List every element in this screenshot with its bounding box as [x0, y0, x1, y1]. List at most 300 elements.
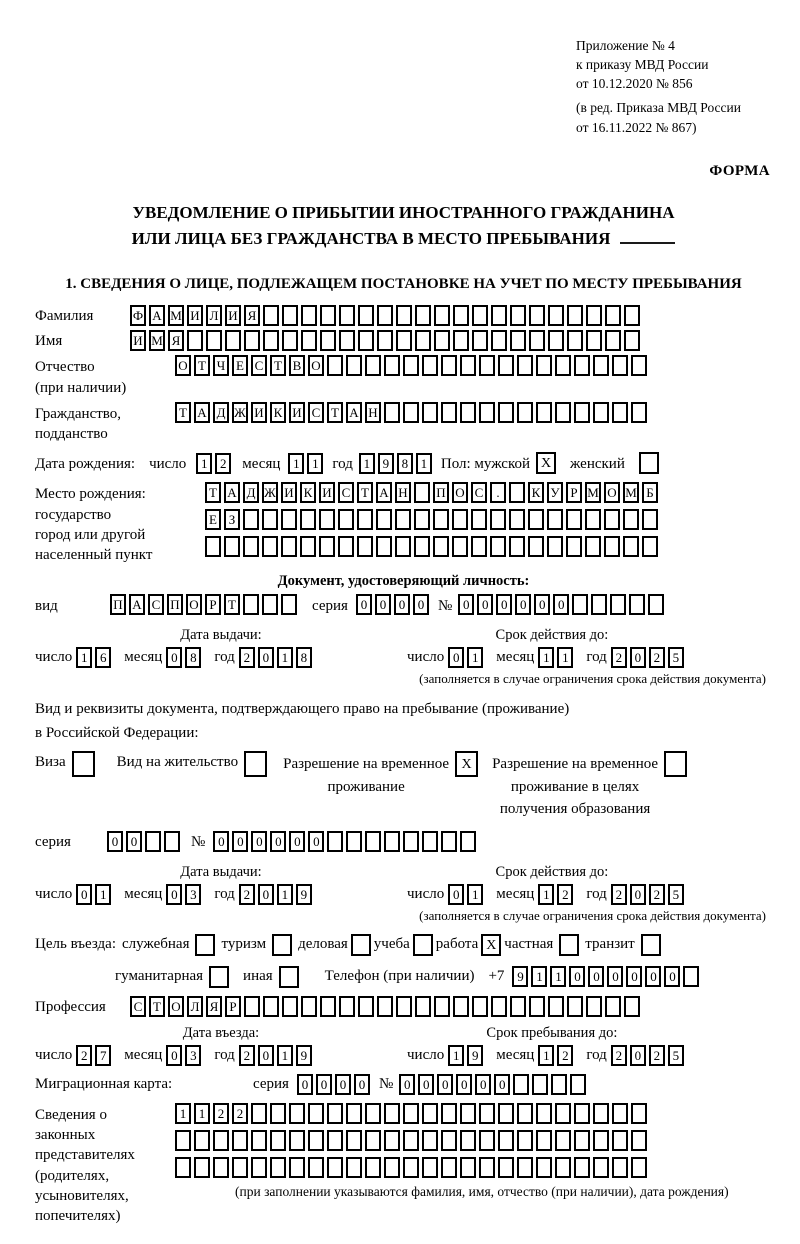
- char-cell[interactable]: [346, 355, 362, 376]
- char-cell[interactable]: [509, 509, 525, 530]
- char-cell[interactable]: 0: [354, 1074, 370, 1095]
- char-cell[interactable]: 2: [239, 647, 255, 668]
- char-cell[interactable]: 1: [175, 1103, 191, 1124]
- entry-day[interactable]: [76, 1045, 114, 1066]
- char-cell[interactable]: [365, 1130, 381, 1151]
- char-cell[interactable]: 0: [413, 594, 429, 615]
- char-cell[interactable]: 9: [296, 884, 312, 905]
- char-cell[interactable]: [433, 536, 449, 557]
- purpose-humanitarian-checkbox[interactable]: [209, 966, 229, 988]
- char-cell[interactable]: [263, 330, 279, 351]
- char-cell[interactable]: [479, 1157, 495, 1178]
- char-cell[interactable]: 0: [399, 1074, 415, 1095]
- char-cell[interactable]: [415, 996, 431, 1017]
- char-cell[interactable]: [339, 330, 355, 351]
- char-cell[interactable]: [490, 536, 506, 557]
- mig-series-cells[interactable]: [297, 1074, 373, 1095]
- char-cell[interactable]: [498, 355, 514, 376]
- char-cell[interactable]: [262, 536, 278, 557]
- char-cell[interactable]: [396, 330, 412, 351]
- char-cell[interactable]: [327, 355, 343, 376]
- char-cell[interactable]: 0: [437, 1074, 453, 1095]
- char-cell[interactable]: [528, 536, 544, 557]
- char-cell[interactable]: [623, 536, 639, 557]
- char-cell[interactable]: [414, 509, 430, 530]
- char-cell[interactable]: [243, 536, 259, 557]
- char-cell[interactable]: [623, 509, 639, 530]
- char-cell[interactable]: [593, 402, 609, 423]
- char-cell[interactable]: [604, 509, 620, 530]
- char-cell[interactable]: [555, 1157, 571, 1178]
- char-cell[interactable]: [510, 305, 526, 326]
- char-cell[interactable]: [206, 330, 222, 351]
- purpose-private-checkbox[interactable]: [559, 934, 579, 956]
- surname-cells[interactable]: [130, 305, 643, 326]
- char-cell[interactable]: А: [129, 594, 145, 615]
- char-cell[interactable]: [631, 402, 647, 423]
- stay-year[interactable]: [611, 1045, 687, 1066]
- char-cell[interactable]: [365, 1157, 381, 1178]
- char-cell[interactable]: 2: [611, 1045, 627, 1066]
- char-cell[interactable]: 9: [467, 1045, 483, 1066]
- char-cell[interactable]: [301, 996, 317, 1017]
- firstname-cells[interactable]: [130, 330, 643, 351]
- char-cell[interactable]: 5: [668, 647, 684, 668]
- char-cell[interactable]: Е: [205, 509, 221, 530]
- char-cell[interactable]: 1: [550, 966, 566, 987]
- stay-day[interactable]: [448, 1045, 486, 1066]
- char-cell[interactable]: П: [433, 482, 449, 503]
- char-cell[interactable]: [612, 355, 628, 376]
- char-cell[interactable]: 1: [194, 1103, 210, 1124]
- char-cell[interactable]: [376, 509, 392, 530]
- char-cell[interactable]: [384, 1157, 400, 1178]
- char-cell[interactable]: Н: [365, 402, 381, 423]
- char-cell[interactable]: [591, 594, 607, 615]
- char-cell[interactable]: [574, 402, 590, 423]
- char-cell[interactable]: [384, 402, 400, 423]
- char-cell[interactable]: 8: [296, 647, 312, 668]
- char-cell[interactable]: [403, 831, 419, 852]
- char-cell[interactable]: [612, 1103, 628, 1124]
- char-cell[interactable]: [498, 402, 514, 423]
- char-cell[interactable]: [320, 330, 336, 351]
- char-cell[interactable]: [513, 1074, 529, 1095]
- char-cell[interactable]: 2: [239, 1045, 255, 1066]
- char-cell[interactable]: [547, 509, 563, 530]
- char-cell[interactable]: [517, 402, 533, 423]
- char-cell[interactable]: [479, 355, 495, 376]
- char-cell[interactable]: [338, 509, 354, 530]
- char-cell[interactable]: [453, 330, 469, 351]
- char-cell[interactable]: [194, 1157, 210, 1178]
- char-cell[interactable]: [422, 1157, 438, 1178]
- char-cell[interactable]: [243, 509, 259, 530]
- char-cell[interactable]: [422, 402, 438, 423]
- doc-series-cells[interactable]: [356, 594, 432, 615]
- char-cell[interactable]: У: [547, 482, 563, 503]
- char-cell[interactable]: И: [130, 330, 146, 351]
- char-cell[interactable]: 1: [538, 647, 554, 668]
- char-cell[interactable]: [612, 1157, 628, 1178]
- char-cell[interactable]: [460, 355, 476, 376]
- birthplace-cells-row2[interactable]: [205, 509, 661, 530]
- char-cell[interactable]: 2: [213, 1103, 229, 1124]
- char-cell[interactable]: 1: [277, 647, 293, 668]
- char-cell[interactable]: [308, 1103, 324, 1124]
- char-cell[interactable]: [471, 509, 487, 530]
- char-cell[interactable]: [358, 330, 374, 351]
- char-cell[interactable]: [555, 1103, 571, 1124]
- char-cell[interactable]: [498, 1103, 514, 1124]
- char-cell[interactable]: Р: [566, 482, 582, 503]
- purpose-study-checkbox[interactable]: [413, 934, 433, 956]
- char-cell[interactable]: [453, 996, 469, 1017]
- char-cell[interactable]: [403, 1157, 419, 1178]
- doc-issue-month[interactable]: [166, 647, 204, 668]
- char-cell[interactable]: [642, 509, 658, 530]
- char-cell[interactable]: Р: [225, 996, 241, 1017]
- char-cell[interactable]: 0: [107, 831, 123, 852]
- char-cell[interactable]: [338, 536, 354, 557]
- char-cell[interactable]: [491, 996, 507, 1017]
- char-cell[interactable]: [384, 831, 400, 852]
- char-cell[interactable]: О: [186, 594, 202, 615]
- char-cell[interactable]: [232, 1130, 248, 1151]
- char-cell[interactable]: [327, 1103, 343, 1124]
- char-cell[interactable]: [517, 1157, 533, 1178]
- char-cell[interactable]: Т: [149, 996, 165, 1017]
- temp-permit-checkbox[interactable]: X: [455, 751, 478, 777]
- char-cell[interactable]: [536, 355, 552, 376]
- char-cell[interactable]: 1: [448, 1045, 464, 1066]
- char-cell[interactable]: [555, 402, 571, 423]
- char-cell[interactable]: [605, 305, 621, 326]
- char-cell[interactable]: [551, 1074, 567, 1095]
- char-cell[interactable]: 1: [557, 647, 573, 668]
- char-cell[interactable]: [263, 996, 279, 1017]
- char-cell[interactable]: [289, 1103, 305, 1124]
- char-cell[interactable]: 0: [356, 594, 372, 615]
- char-cell[interactable]: [377, 330, 393, 351]
- char-cell[interactable]: [605, 330, 621, 351]
- char-cell[interactable]: [262, 509, 278, 530]
- char-cell[interactable]: [498, 1130, 514, 1151]
- char-cell[interactable]: С: [148, 594, 164, 615]
- sex-female-checkbox[interactable]: [639, 452, 659, 474]
- char-cell[interactable]: [377, 305, 393, 326]
- char-cell[interactable]: [631, 1157, 647, 1178]
- char-cell[interactable]: 9: [378, 453, 394, 474]
- char-cell[interactable]: Я: [244, 305, 260, 326]
- char-cell[interactable]: 2: [649, 1045, 665, 1066]
- char-cell[interactable]: [377, 996, 393, 1017]
- char-cell[interactable]: 0: [316, 1074, 332, 1095]
- char-cell[interactable]: [244, 996, 260, 1017]
- char-cell[interactable]: [548, 305, 564, 326]
- char-cell[interactable]: 0: [626, 966, 642, 987]
- char-cell[interactable]: О: [175, 355, 191, 376]
- char-cell[interactable]: [567, 305, 583, 326]
- char-cell[interactable]: [327, 831, 343, 852]
- char-cell[interactable]: [415, 330, 431, 351]
- char-cell[interactable]: [384, 1103, 400, 1124]
- char-cell[interactable]: [460, 1103, 476, 1124]
- birth-month-cells[interactable]: [288, 453, 326, 474]
- char-cell[interactable]: И: [281, 482, 297, 503]
- char-cell[interactable]: [422, 1103, 438, 1124]
- char-cell[interactable]: 0: [375, 594, 391, 615]
- char-cell[interactable]: [453, 305, 469, 326]
- char-cell[interactable]: Т: [175, 402, 191, 423]
- char-cell[interactable]: 1: [531, 966, 547, 987]
- char-cell[interactable]: 1: [95, 884, 111, 905]
- char-cell[interactable]: [572, 594, 588, 615]
- char-cell[interactable]: [251, 1130, 267, 1151]
- char-cell[interactable]: [624, 996, 640, 1017]
- char-cell[interactable]: С: [338, 482, 354, 503]
- purpose-transit-checkbox[interactable]: [641, 934, 661, 956]
- char-cell[interactable]: [414, 536, 430, 557]
- char-cell[interactable]: [612, 1130, 628, 1151]
- char-cell[interactable]: 0: [448, 884, 464, 905]
- char-cell[interactable]: 0: [607, 966, 623, 987]
- char-cell[interactable]: [251, 1103, 267, 1124]
- char-cell[interactable]: М: [168, 305, 184, 326]
- doc-valid-day[interactable]: [448, 647, 486, 668]
- purpose-business-checkbox[interactable]: [351, 934, 371, 956]
- char-cell[interactable]: [403, 355, 419, 376]
- char-cell[interactable]: Д: [243, 482, 259, 503]
- purpose-other-checkbox[interactable]: [279, 966, 299, 988]
- char-cell[interactable]: 0: [630, 884, 646, 905]
- char-cell[interactable]: 0: [664, 966, 680, 987]
- char-cell[interactable]: [270, 1130, 286, 1151]
- char-cell[interactable]: [376, 536, 392, 557]
- char-cell[interactable]: 0: [251, 831, 267, 852]
- char-cell[interactable]: [441, 355, 457, 376]
- char-cell[interactable]: А: [149, 305, 165, 326]
- char-cell[interactable]: 2: [649, 884, 665, 905]
- char-cell[interactable]: 0: [553, 594, 569, 615]
- char-cell[interactable]: [629, 594, 645, 615]
- mig-number-cells[interactable]: [399, 1074, 589, 1095]
- char-cell[interactable]: [319, 509, 335, 530]
- char-cell[interactable]: [339, 996, 355, 1017]
- char-cell[interactable]: 0: [270, 831, 286, 852]
- char-cell[interactable]: [205, 536, 221, 557]
- char-cell[interactable]: [415, 305, 431, 326]
- char-cell[interactable]: 0: [496, 594, 512, 615]
- char-cell[interactable]: 1: [538, 884, 554, 905]
- char-cell[interactable]: 0: [645, 966, 661, 987]
- char-cell[interactable]: [529, 996, 545, 1017]
- char-cell[interactable]: [365, 1103, 381, 1124]
- permit-series-cells[interactable]: [107, 831, 183, 852]
- char-cell[interactable]: [605, 996, 621, 1017]
- char-cell[interactable]: [422, 355, 438, 376]
- char-cell[interactable]: [175, 1157, 191, 1178]
- char-cell[interactable]: З: [224, 509, 240, 530]
- char-cell[interactable]: [612, 402, 628, 423]
- char-cell[interactable]: 0: [458, 594, 474, 615]
- char-cell[interactable]: [536, 402, 552, 423]
- permit-valid-year[interactable]: [611, 884, 687, 905]
- char-cell[interactable]: 0: [394, 594, 410, 615]
- char-cell[interactable]: .: [490, 482, 506, 503]
- char-cell[interactable]: [517, 1130, 533, 1151]
- char-cell[interactable]: [510, 996, 526, 1017]
- char-cell[interactable]: 3: [185, 884, 201, 905]
- char-cell[interactable]: Н: [395, 482, 411, 503]
- char-cell[interactable]: [548, 330, 564, 351]
- char-cell[interactable]: [604, 536, 620, 557]
- char-cell[interactable]: [479, 402, 495, 423]
- char-cell[interactable]: 2: [215, 453, 231, 474]
- char-cell[interactable]: [414, 482, 430, 503]
- char-cell[interactable]: [187, 330, 203, 351]
- char-cell[interactable]: [509, 536, 525, 557]
- char-cell[interactable]: 9: [296, 1045, 312, 1066]
- char-cell[interactable]: И: [319, 482, 335, 503]
- birthplace-cells-row1[interactable]: [205, 482, 661, 503]
- char-cell[interactable]: [536, 1130, 552, 1151]
- char-cell[interactable]: [358, 305, 374, 326]
- doc-kind-cells[interactable]: [110, 594, 300, 615]
- char-cell[interactable]: Т: [357, 482, 373, 503]
- char-cell[interactable]: [566, 536, 582, 557]
- profession-cells[interactable]: [130, 996, 643, 1017]
- char-cell[interactable]: 1: [277, 1045, 293, 1066]
- char-cell[interactable]: 1: [307, 453, 323, 474]
- char-cell[interactable]: [472, 996, 488, 1017]
- char-cell[interactable]: И: [225, 305, 241, 326]
- char-cell[interactable]: 1: [467, 884, 483, 905]
- citizenship-cells[interactable]: [175, 402, 650, 423]
- char-cell[interactable]: 2: [611, 647, 627, 668]
- char-cell[interactable]: Д: [213, 402, 229, 423]
- char-cell[interactable]: [346, 1103, 362, 1124]
- char-cell[interactable]: И: [251, 402, 267, 423]
- purpose-tourism-checkbox[interactable]: [272, 934, 292, 956]
- char-cell[interactable]: 0: [448, 647, 464, 668]
- char-cell[interactable]: [610, 594, 626, 615]
- char-cell[interactable]: [403, 402, 419, 423]
- char-cell[interactable]: 2: [239, 884, 255, 905]
- char-cell[interactable]: [243, 594, 259, 615]
- char-cell[interactable]: О: [604, 482, 620, 503]
- char-cell[interactable]: [547, 536, 563, 557]
- char-cell[interactable]: 1: [288, 453, 304, 474]
- char-cell[interactable]: 3: [185, 1045, 201, 1066]
- residence-permit-checkbox[interactable]: [244, 751, 267, 777]
- char-cell[interactable]: [567, 996, 583, 1017]
- char-cell[interactable]: Б: [642, 482, 658, 503]
- char-cell[interactable]: [319, 536, 335, 557]
- char-cell[interactable]: [346, 831, 362, 852]
- sex-male-checkbox[interactable]: X: [536, 452, 556, 474]
- char-cell[interactable]: [395, 509, 411, 530]
- char-cell[interactable]: 5: [668, 884, 684, 905]
- char-cell[interactable]: [320, 305, 336, 326]
- permit-issue-month[interactable]: [166, 884, 204, 905]
- char-cell[interactable]: 2: [611, 884, 627, 905]
- char-cell[interactable]: [460, 402, 476, 423]
- char-cell[interactable]: [365, 831, 381, 852]
- char-cell[interactable]: 2: [557, 884, 573, 905]
- char-cell[interactable]: И: [187, 305, 203, 326]
- char-cell[interactable]: [244, 330, 260, 351]
- char-cell[interactable]: [631, 1130, 647, 1151]
- char-cell[interactable]: [281, 594, 297, 615]
- char-cell[interactable]: [308, 1157, 324, 1178]
- birth-year-cells[interactable]: [359, 453, 435, 474]
- char-cell[interactable]: [555, 1130, 571, 1151]
- char-cell[interactable]: 0: [494, 1074, 510, 1095]
- char-cell[interactable]: И: [289, 402, 305, 423]
- char-cell[interactable]: [164, 831, 180, 852]
- char-cell[interactable]: [300, 536, 316, 557]
- char-cell[interactable]: [593, 1157, 609, 1178]
- char-cell[interactable]: [357, 536, 373, 557]
- char-cell[interactable]: [281, 509, 297, 530]
- char-cell[interactable]: [433, 509, 449, 530]
- char-cell[interactable]: [460, 831, 476, 852]
- char-cell[interactable]: С: [251, 355, 267, 376]
- char-cell[interactable]: [642, 536, 658, 557]
- char-cell[interactable]: [301, 305, 317, 326]
- char-cell[interactable]: О: [452, 482, 468, 503]
- char-cell[interactable]: [358, 996, 374, 1017]
- char-cell[interactable]: 1: [76, 647, 92, 668]
- char-cell[interactable]: [357, 509, 373, 530]
- char-cell[interactable]: С: [471, 482, 487, 503]
- char-cell[interactable]: 0: [534, 594, 550, 615]
- char-cell[interactable]: [403, 1130, 419, 1151]
- char-cell[interactable]: А: [376, 482, 392, 503]
- char-cell[interactable]: [472, 305, 488, 326]
- char-cell[interactable]: [327, 1130, 343, 1151]
- char-cell[interactable]: [441, 402, 457, 423]
- char-cell[interactable]: [491, 330, 507, 351]
- char-cell[interactable]: [213, 1130, 229, 1151]
- char-cell[interactable]: [320, 996, 336, 1017]
- char-cell[interactable]: [452, 509, 468, 530]
- char-cell[interactable]: 0: [232, 831, 248, 852]
- char-cell[interactable]: [434, 305, 450, 326]
- char-cell[interactable]: О: [168, 996, 184, 1017]
- char-cell[interactable]: 9: [512, 966, 528, 987]
- char-cell[interactable]: [175, 1130, 191, 1151]
- char-cell[interactable]: [251, 1157, 267, 1178]
- char-cell[interactable]: [282, 305, 298, 326]
- char-cell[interactable]: [624, 330, 640, 351]
- doc-number-cells[interactable]: [458, 594, 667, 615]
- char-cell[interactable]: П: [110, 594, 126, 615]
- char-cell[interactable]: [225, 330, 241, 351]
- char-cell[interactable]: [648, 594, 664, 615]
- char-cell[interactable]: 1: [196, 453, 212, 474]
- char-cell[interactable]: 5: [668, 1045, 684, 1066]
- char-cell[interactable]: 0: [477, 594, 493, 615]
- char-cell[interactable]: [510, 330, 526, 351]
- char-cell[interactable]: 1: [277, 884, 293, 905]
- char-cell[interactable]: [528, 509, 544, 530]
- char-cell[interactable]: [232, 1157, 248, 1178]
- char-cell[interactable]: [422, 831, 438, 852]
- char-cell[interactable]: [384, 355, 400, 376]
- patronymic-cells[interactable]: [175, 355, 650, 376]
